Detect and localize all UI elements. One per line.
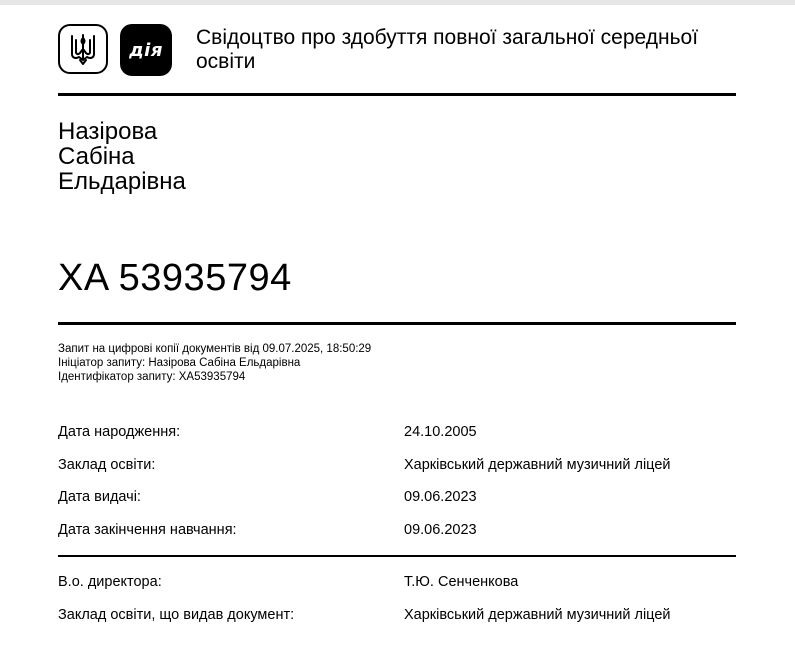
logo-group	[58, 24, 172, 76]
divider-top	[58, 93, 736, 96]
request-date-line: Запит на цифрові копії документів від 09.07.2025, 18:50:29	[58, 343, 372, 355]
divider-bottom	[58, 555, 736, 557]
request-initiator-line: Ініціатор запиту: Назірова Сабіна Ельдарівна	[58, 357, 301, 369]
patronymic: Ельдарівна	[58, 168, 186, 195]
diia-logo-text: дія	[129, 39, 163, 61]
document-number: XA 53935794	[58, 257, 292, 299]
first-name: Сабіна	[58, 143, 135, 170]
detail-label: Дата народження:	[58, 424, 181, 440]
trident-icon	[58, 24, 108, 74]
request-id-line: Ідентифікатор запиту: XA53935794	[58, 371, 246, 383]
diia-logo	[120, 24, 172, 76]
detail-label: Заклад освіти:	[58, 457, 156, 473]
request-info	[58, 342, 371, 384]
detail-value: Харківський державний музичний ліцей	[404, 457, 671, 473]
detail-label: Дата закінчення навчання:	[58, 522, 237, 538]
detail-label: Дата видачі:	[58, 489, 141, 505]
surname: Назірова	[58, 118, 158, 145]
detail-value: 09.06.2023	[404, 522, 477, 538]
detail-value: 24.10.2005	[404, 424, 477, 440]
detail-value: Т.Ю. Сенченкова	[404, 574, 519, 590]
detail-value: 09.06.2023	[404, 489, 477, 505]
top-bar	[0, 0, 795, 5]
divider-middle	[58, 322, 736, 325]
detail-label: В.о. директора:	[58, 574, 162, 590]
holder-name	[58, 119, 186, 194]
document-title: Свідоцтво про здобуття повної загальної середньої освіти	[196, 26, 699, 73]
detail-value: Харківський державний музичний ліцей	[404, 607, 671, 623]
detail-label: Заклад освіти, що видав документ:	[58, 607, 295, 623]
